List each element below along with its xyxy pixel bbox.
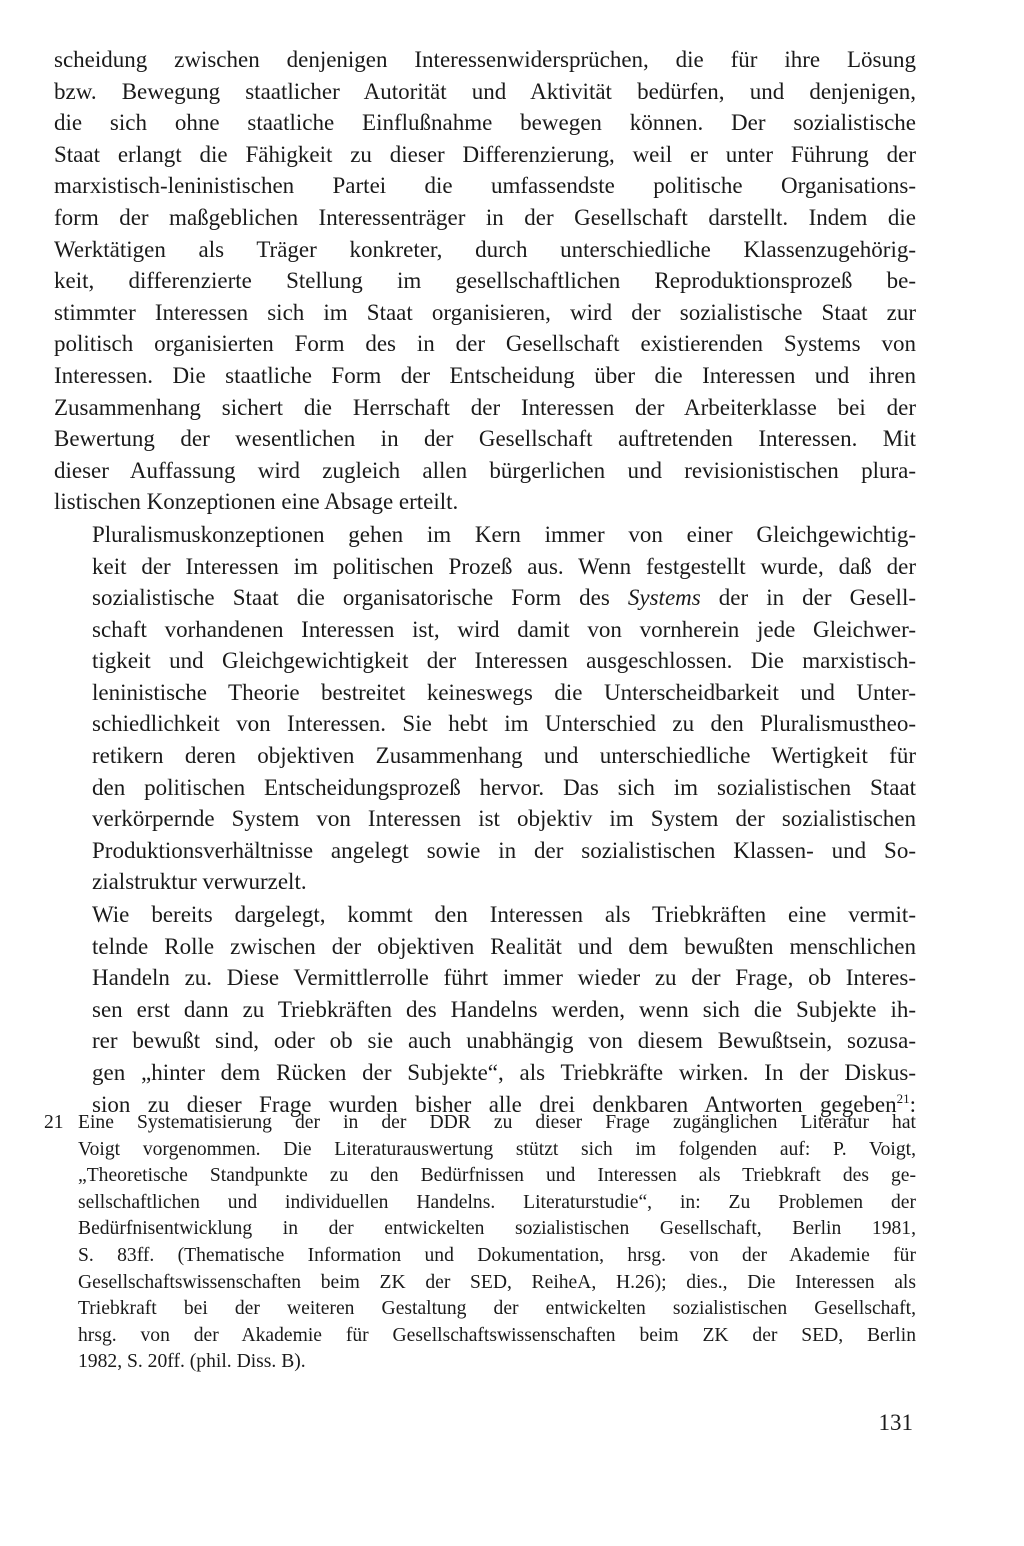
text-line: listischen Konzeptionen eine Absage erteilt. — [54, 489, 459, 515]
italic-emphasis: Systems — [627, 585, 701, 611]
footnote-text — [78, 1110, 916, 1376]
footnote-line: 1982, S. 20ff. (phil. Diss. B). — [78, 1351, 306, 1373]
text-line: sen erst dann zu Triebkräften des Handelns werden, wenn sich die Subjekte ih- — [92, 996, 916, 1022]
text-segment: sion zu dieser Frage wurden bisher alle drei denkbaren Antworten gegeben — [92, 1091, 897, 1117]
paragraph-1 — [54, 44, 916, 518]
footnote-line: Voigt vorgenommen. Die Literaturauswertung stützt sich im folgenden auf: P. Voigt, — [78, 1138, 916, 1160]
footnote-line: Gesellschaftswissenschaften beim ZK der SED, ReiheA, H.26); dies., Die Interessen als — [78, 1271, 916, 1293]
text-line: gen „hinter dem Rücken der Subjekte“, als Triebkräfte wirken. In der Diskus- — [92, 1060, 916, 1085]
text-line: retikern deren objektiven Zusammenhang und unterschiedliche Wertigkeit für — [92, 743, 916, 769]
text-line: telnde Rolle zwischen der objektiven Realität und dem bewußten menschlichen — [92, 933, 916, 959]
footnote-line: S. 83ff. (Thematische Information und Dokumentation, hrsg. von der Akademie für — [78, 1244, 916, 1266]
text-line: Werktätigen als Träger konkreter, durch unterschiedliche Klassenzugehörig- — [54, 236, 916, 262]
text-line: keit, differenzierte Stellung im gesellschaftlichen Reproduktionsprozeß be- — [54, 268, 916, 294]
footnote-line: hrsg. von der Akademie für Gesellschaftswissenschaften beim ZK der SED, Berlin — [78, 1324, 916, 1346]
page-number: 131 — [878, 1410, 913, 1435]
text-line: verkörpernde System von Interessen ist objektiv im System der sozialistischen — [92, 806, 916, 832]
footnote-line: Eine Systematisierung der in der DDR zu dieser Frage zugänglichen Literatur hat — [78, 1112, 916, 1133]
text-line: schaft vorhandenen Interessen ist, wird damit von vornherein jede Gleichwer- — [92, 616, 916, 642]
text-line: bzw. Bewegung staatlicher Autorität und Aktivität bedürfen, und denjenigen, — [54, 78, 916, 104]
footnote-line: „Theoretische Standpunkte zu den Bedürfnissen und Interessen als Triebkraft des ge- — [78, 1165, 916, 1187]
text-line: rer bewußt sind, oder ob sie auch unabhängig von diesem Bewußtsein, sozusa- — [92, 1028, 916, 1054]
page-body — [54, 44, 916, 1120]
footnote-21 — [44, 1110, 916, 1376]
footnote-line: Bedürfnisentwicklung in der entwickelten sozialistischen Gesellschaft, Berlin 1981, — [78, 1218, 916, 1240]
text-line: schiedlichkeit von Interessen. Sie hebt im Unterschied zu den Pluralismustheo- — [92, 711, 916, 737]
text-line: keit der Interessen im politischen Prozeß aus. Wenn festgestellt wurde, daß der — [92, 553, 916, 579]
text-segment: : — [909, 1091, 916, 1117]
text-line: dieser Auffassung wird zugleich allen bürgerlichen und revisionistischen plura- — [54, 457, 916, 483]
paragraph-2 — [54, 519, 916, 898]
text-line: leninistische Theorie bestreitet keineswegs die Unterscheidbarkeit und Unter- — [92, 679, 916, 705]
text-line: den politischen Entscheidungsprozeß hervor. Das sich im sozialistischen Staat — [92, 774, 916, 800]
text-line: marxistisch-leninistischen Partei die umfassendste politische Organisations- — [54, 173, 916, 199]
footnote-number: 21 — [44, 1112, 64, 1133]
text-line: Zusammenhang sichert die Herrschaft der Interessen der Arbeiterklasse bei der — [54, 394, 916, 420]
text-line: politisch organisierten Form des in der Gesellschaft existierenden Systems von — [54, 331, 916, 357]
text-line: tigkeit und Gleichgewichtigkeit der Interessen ausgeschlossen. Die marxistisch- — [92, 648, 916, 674]
paragraph-3 — [54, 899, 916, 1120]
text-segment: der in der Gesell- — [700, 585, 916, 611]
text-line-with-italic — [54, 582, 916, 614]
text-line: scheidung zwischen denjenigen Interessenwidersprüchen, die für ihre Lösung — [54, 47, 916, 72]
text-line: zialstruktur verwurzelt. — [92, 869, 307, 895]
text-line: die sich ohne staatliche Einflußnahme bewegen können. Der sozialistische — [54, 110, 916, 136]
text-line: Interessen. Die staatliche Form der Entscheidung über die Interessen und ihren — [54, 362, 916, 388]
text-line: form der maßgeblichen Interessenträger in der Gesellschaft darstellt. Indem die — [54, 204, 916, 230]
text-line: Bewertung der wesentlichen in der Gesellschaft auftretenden Interessen. Mit — [54, 426, 916, 452]
text-line: Wie bereits dargelegt, kommt den Interessen als Triebkräften eine vermit- — [92, 902, 916, 928]
text-line: stimmter Interessen sich im Staat organisieren, wird der sozialistische Staat zur — [54, 299, 916, 325]
footnote-line: Triebkraft bei der weiteren Gestaltung der entwickelten sozialistischen Gesellschaft, — [78, 1298, 916, 1320]
text-line: Pluralismuskonzeptionen gehen im Kern immer von einer Gleichgewichtig- — [92, 521, 916, 547]
text-segment: sozialistische Staat die organisatorische Form des — [92, 585, 628, 611]
footnote-reference: 21 — [896, 1090, 910, 1106]
text-line: Produktionsverhältnisse angelegt sowie in der sozialistischen Klassen- und So- — [92, 837, 916, 863]
text-line: Staat erlangt die Fähigkeit zu dieser Differenzierung, weil er unter Führung der — [54, 141, 916, 167]
footnote-line: sellschaftlichen und individuellen Handelns. Literaturstudie“, in: Zu Problemen der — [78, 1191, 916, 1213]
text-line: Handeln zu. Diese Vermittlerrolle führt immer wieder zu der Frage, ob Interes- — [92, 965, 916, 991]
